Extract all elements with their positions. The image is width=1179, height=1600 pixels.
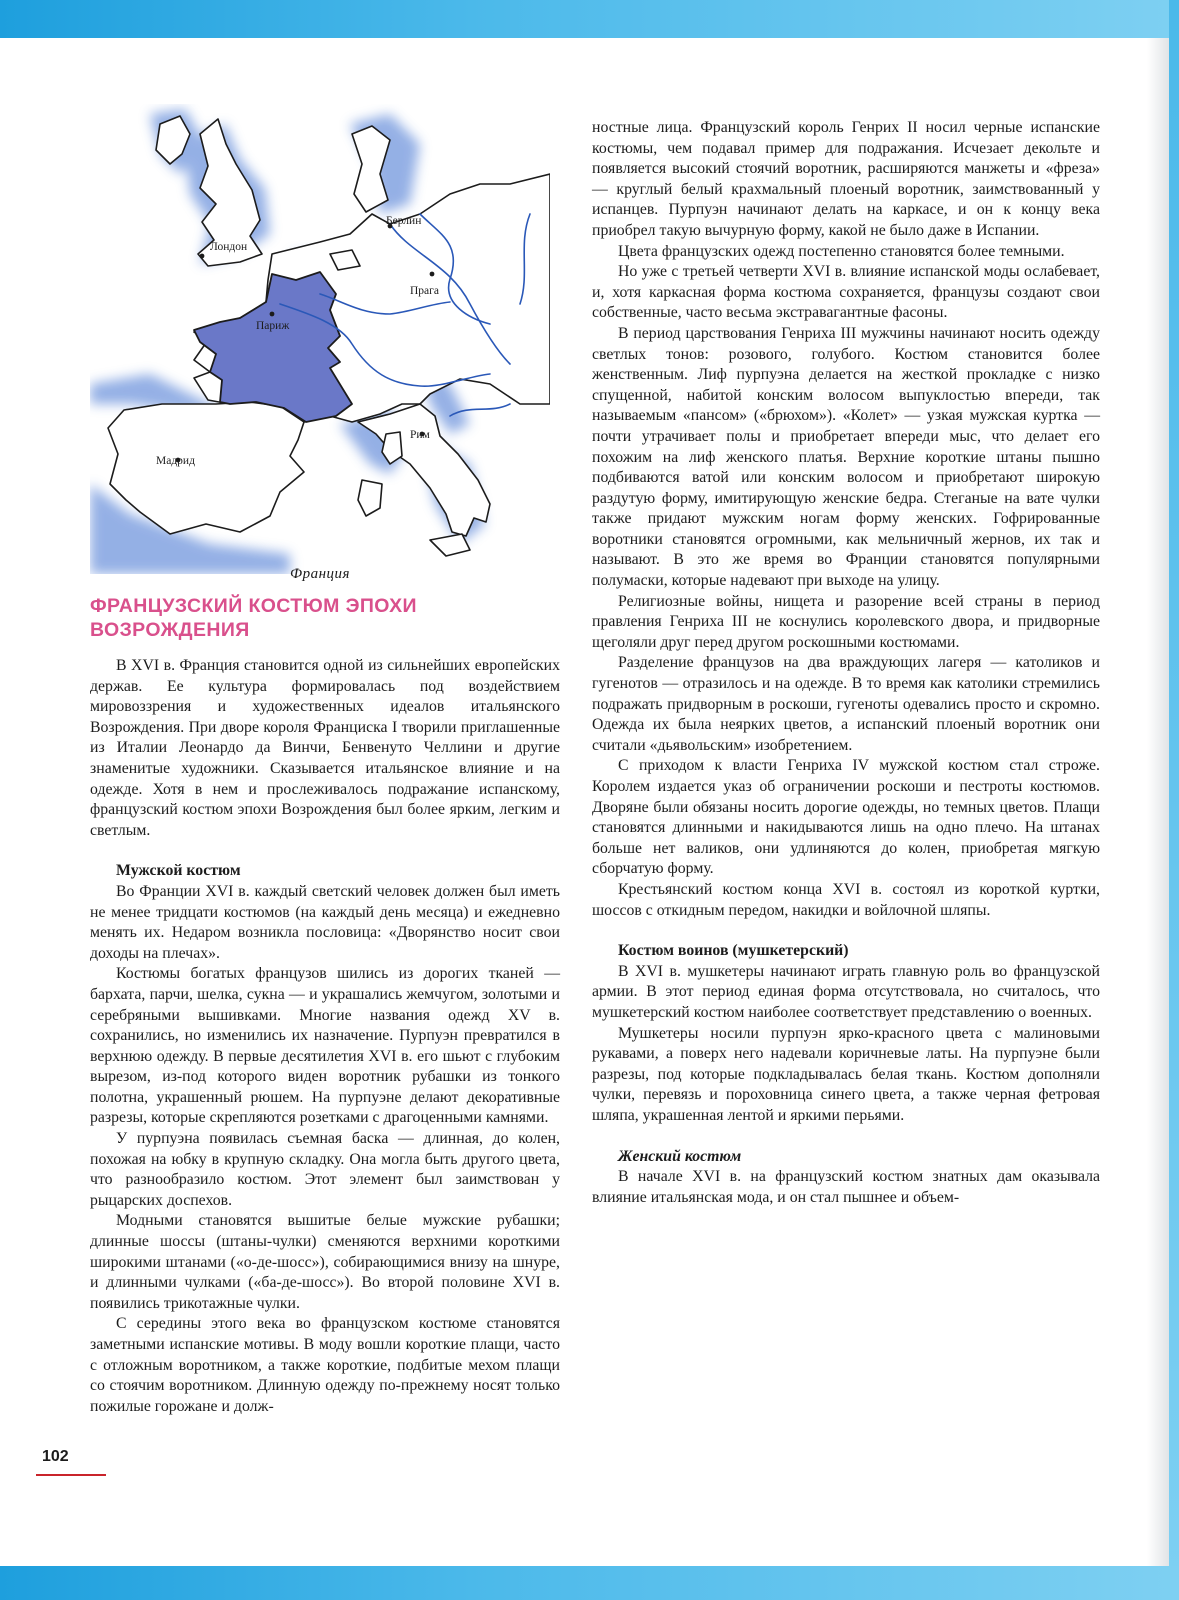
section-title: [90, 594, 530, 642]
right-color-band: [1169, 0, 1179, 1600]
top-color-band: [0, 0, 1179, 38]
men-paragraph-2: Костюмы богатых французов шились из дорогих тканей — бархата, парчи, шелка, сукна — и украшались жемчугом, золотыми и серебряными вышивками. Многие названия одежд XV в. сохранились, но изменились их назначение. Пурпуэн превратился в верхнюю одежду. В первые десятилетия XVI в. его шьют с глубоким вырезом, из-под которого виден воротник рубашки из тонкого полотна, украшенный рюшем. На пурпуэне делают декоративные разрезы, которые скрепляются розетками с драгоценными камнями.: [90, 965, 560, 1127]
right-paragraph-7: С приходом к власти Генриха IV мужской костюм стал строже. Королем издается указ об ограничении роскоши и пестроты костюмов. Дворяне были обязаны носить дорогие одежды, но темных цветов. Плащи становятся длинными и накидываются лишь на одно плечо. На штанах больше нет валиков, они удлиняются до колен, приобретая мягкую сборчатую форму.: [592, 757, 1100, 878]
bottom-color-band: [0, 1566, 1179, 1600]
intro-paragraph: В XVI в. Франция становится одной из сильнейших европейских держав. Ее культура формировалась под воздействием мировоззрения и художественных идеалов итальянского Возрождения. При дворе короля Франциска I творили приглашенные из Италии Леонардо да Винчи, Бенвенуто Челлини и другие знаменитые художники. Сказывается итальянское влияние и на одежде. Хотя в нем и прослеживалось подражание испанскому, французский костюм эпохи Возрождения был более ярким, легким и светлым.: [90, 657, 560, 839]
right-column: [592, 118, 1100, 1208]
right-paragraph-1: ностные лица. Французский король Генрих II носил черные испанские костюмы, чем подавал пример для подражания. Исчезает декольте и появляется высокий стоячий воротник, расширяются манжеты и «фреза» — круглый белый крахмальный плоеный воротник, заимствованный у испанцев. Пурпуэн начинают делать на каркасе, и он к концу века приобрел такую вычурную форму, какой не было даже в Испании.: [592, 119, 1100, 239]
men-paragraph-3: У пурпуэна появилась съемная баска — длинная, до колен, похожая на юбку в крупную складку. Она могла быть другого цвета, что разнообразило костюм. Этот элемент был заимствован у рыцарских доспехов.: [90, 1130, 560, 1209]
right-paragraph-4: В период царствования Генриха III мужчины начинают носить одежду светлых тонов: розового, голубого. Костюм становится более женственным. Лиф пурпуэна делается на жесткой прокладке с низко спущенной, набитой конским волосом выпуклостью впереди, так называемым «пансом» («брюхом»). «Колет» — узкая мужская куртка — почти утрачивает полы и приобретает впереди мыс, что делает его похожим на лиф женского платья. Верхние короткие штаны пышно подбиваются ватой или конским волосом и приобретают широкую раздутую форму, имитирующую женские бедра. Стеганые на вате чулки также придают мужским ногам форму женских. Гофрированные воротники становятся огромными, как мельничный жернов, их так и называют. В это же время во Франции становятся популярными полумаски, которые надевают при выходе на улицу.: [592, 324, 1100, 590]
left-column: [90, 656, 560, 1417]
heading-women-costume: Женский костюм: [618, 1147, 742, 1165]
warriors-paragraph-2: Мушкетеры носили пурпуэн ярко-красного цвета с малиновыми рукавами, а поверх него надевали коричневые латы. На пурпуэне были разрезы, под которые подкладывалась белая ткань. Костюм дополняли чулки, перевязь и пороховница синего цвета, а также черная фетровая шляпа, украшенная лентой и яркими перьями.: [592, 1024, 1100, 1124]
men-paragraph-4: Модными становятся вышитые белые мужские рубашки; длинные шоссы (штаны-чулки) сменяются верхними короткими широкими штанами («о-де-шосс»), собирающимися внизу на шнуре, и длинными чулками («ба-де-шосс»). Во второй половине XVI в. появились трикотажные чулки.: [90, 1212, 560, 1312]
right-paragraph-3: Но уже с третьей четверти XVI в. влияние испанской моды ослабевает, и, хотя каркасная форма костюма сохраняется, французы создают свои собственные, часто весьма экстравагантные фасоны.: [592, 263, 1100, 322]
map-label-prague: Прага: [410, 285, 439, 297]
map-label-paris: Париж: [256, 320, 290, 332]
right-paragraph-2: Цвета французских одежд постепенно становятся более темными.: [618, 242, 1065, 260]
page-edge-shadow: [1147, 38, 1169, 1566]
map-label-madrid: Мадрид: [156, 455, 195, 467]
heading-warriors-costume: Костюм воинов (мушкетерский): [618, 942, 849, 960]
map-label-london: Лондон: [210, 241, 248, 253]
heading-men-costume: Мужской костюм: [116, 862, 241, 880]
section-title-line-1: ФРАНЦУЗСКИЙ КОСТЮМ ЭПОХИ: [90, 595, 417, 617]
men-paragraph-1: Во Франции XVI в. каждый светский человек должен был иметь не менее тридцати костюмов (на каждый день месяца) и ежедневно менять их. Недаром возникла пословица: «Дворянство носит свои доходы на плечах».: [90, 882, 560, 962]
right-paragraph-5: Религиозные войны, нищета и разорение всей страны в период правления Генриха III не коснулись королевского двора, и придворные щеголяли друг перед другом роскошными костюмами.: [592, 592, 1100, 651]
section-title-line-2: ВОЗРОЖДЕНИЯ: [90, 619, 250, 641]
page-number: 102: [42, 1448, 69, 1465]
map-caption: Франция: [290, 566, 350, 582]
map-label-berlin: Берлин: [386, 215, 422, 227]
map-label-rome: Рим: [410, 429, 430, 441]
men-paragraph-5: С середины этого века во французском костюме становятся заметными испанские мотивы. В моду вошли короткие плащи, часто с отложным воротником, а также короткие, подбитые мехом плащи со стоячим воротником. Длинную одежду по-прежнему носят только пожилые горожане и долж-: [90, 1315, 560, 1415]
europe-map: [90, 104, 550, 574]
warriors-paragraph-1: В XVI в. мушкетеры начинают играть главную роль во французской армии. В этот период единая форма отсутствовала, но считалось, что мушкетерский костюм наиболее соответствует представлению о военных.: [592, 962, 1100, 1021]
women-paragraph-1: В начале XVI в. на французский костюм знатных дам оказывала влияние итальянская мода, и он стал пышнее и объем-: [592, 1168, 1100, 1206]
right-paragraph-8: Крестьянский костюм конца XVI в. состоял из короткой куртки, шоссов с откидным передом, накидки и войлочной шляпы.: [592, 880, 1100, 919]
page-number-rule: [36, 1474, 106, 1476]
right-paragraph-6: Разделение французов на два враждующих лагеря — католиков и гугенотов — отразилось и на одежде. В то время как католики стремились подражать придворным в роскоши, гугеноты одевались просто и скромно. Одежда их была неярких цветов, а испанский плоеный воротник они считали «дьявольским» изобретением.: [592, 654, 1100, 754]
